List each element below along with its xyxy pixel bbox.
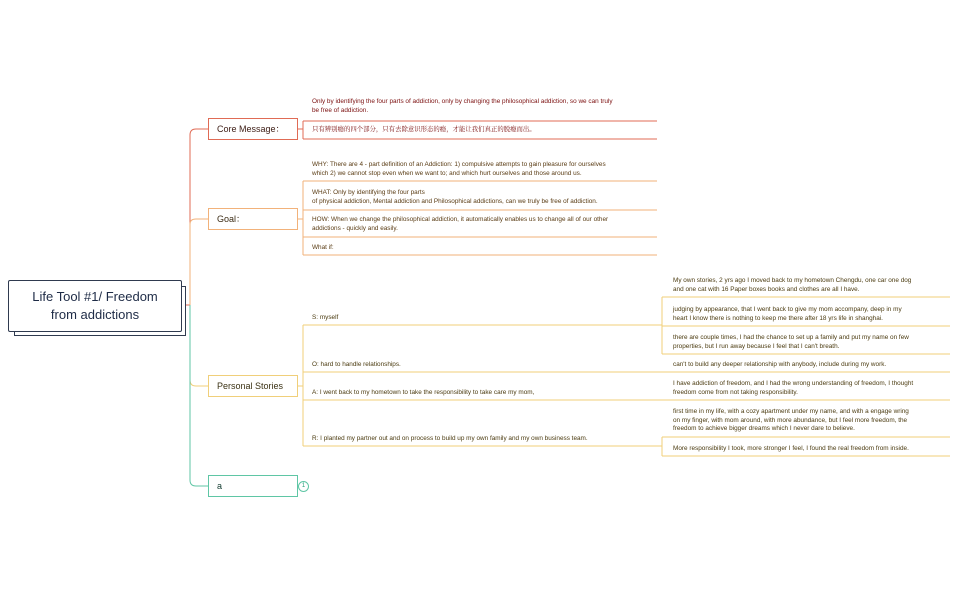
- story-s-node[interactable]: S: myself: [312, 314, 339, 321]
- core-english-node[interactable]: [312, 98, 613, 115]
- story-a-node[interactable]: A: I went back to my hometown to take the responsibility to take care my mom,: [312, 389, 535, 396]
- core-english-line2: be free of addiction.: [312, 106, 369, 114]
- story-r-node[interactable]: R: I planted my partner out and on process to build up my own family and my own business team.: [312, 435, 588, 442]
- story-s-detail-3-line2: properties, but I run away because I feel that I can't breath.: [673, 342, 840, 350]
- root-node[interactable]: [8, 280, 182, 332]
- story-a-detail[interactable]: [673, 380, 913, 397]
- story-a-detail-line1: I have addiction of freedom, and I had the wrong understanding of freedom, I thought: [673, 380, 914, 387]
- goal-how-line2: addictions - quickly and easily.: [312, 224, 398, 232]
- root-title-line1: Life Tool #1/ Freedom: [32, 289, 158, 304]
- core-chinese-node[interactable]: 只有辨别瘾的四个部分，只有去除意识形态的瘾，才能让我们真正的脱瘾而出。: [312, 126, 536, 133]
- story-o-node[interactable]: O: hard to handle relationships.: [312, 361, 401, 368]
- story-s-detail-1[interactable]: [673, 277, 911, 294]
- core-english-line1: Only by identifying the four parts of addiction, only by changing the philosophical addiction, so we can truly: [312, 98, 613, 105]
- story-o-detail[interactable]: can't to build any deeper relationship with anybody, include during my work.: [673, 361, 887, 368]
- goal-how-node[interactable]: [312, 216, 608, 233]
- topic-goal[interactable]: Goal：: [208, 208, 298, 230]
- story-s-detail-3-line1: there are couple times, I had the chance to set up a family and put my name on few: [673, 334, 909, 341]
- story-r-detail-1-line3: freedom to achieve bigger dreams which I never dare to believe.: [673, 425, 855, 432]
- story-a-detail-line2: freedom come from not taking responsibility.: [673, 388, 798, 396]
- goal-why-line1: WHY: There are 4 - part definition of an Addiction: 1) compulsive attempts to gain pleasure for ourselves: [312, 161, 606, 168]
- root-title-line2: from addictions: [50, 307, 140, 322]
- story-s-detail-2-line1: judging by appearance, that I went back to give my mom accompany, deep in my: [673, 306, 902, 313]
- story-r-detail-1[interactable]: [673, 408, 909, 434]
- goal-what-node[interactable]: [312, 189, 598, 206]
- goal-whatif-node[interactable]: What if:: [312, 244, 334, 251]
- goal-why-node[interactable]: [312, 161, 606, 178]
- story-s-detail-2-line2: heart I know there is nothing to keep me there after 18 yrs life in shanghai.: [673, 314, 883, 322]
- goal-what-line2: of physical addiction, Mental addiction and Philosophical addictions, can we truly be free of addiction.: [312, 197, 598, 205]
- story-s-detail-3[interactable]: [673, 334, 909, 351]
- story-r-detail-2[interactable]: More responsibility I took, more stronger I feel, I found the real freedom from inside.: [673, 445, 909, 452]
- story-s-detail-1-line1: My own stories, 2 yrs ago I moved back to my hometown Chengdu, one car one dog: [673, 277, 912, 284]
- story-r-detail-1-line1: first time in my life, with a cozy apartment under my name, and with a engage wring: [673, 408, 909, 415]
- story-s-detail-1-line2: and one cat with 16 Paper boxes books and clothes are all I have.: [673, 285, 860, 293]
- topic-a[interactable]: a: [208, 475, 298, 497]
- goal-why-line2: which 2) we cannot stop even when we want to; and which hurt ourselves and those around us.: [312, 169, 582, 177]
- topic-personal-stories[interactable]: Personal Stories: [208, 375, 298, 397]
- collapsed-count-badge[interactable]: 1: [298, 481, 309, 492]
- story-s-detail-2[interactable]: [673, 306, 902, 323]
- goal-what-line1: WHAT: Only by identifying the four parts: [312, 189, 425, 196]
- topic-core-message[interactable]: Core Message：: [208, 118, 298, 140]
- story-r-detail-1-line2: on my finger, with mom around, with more abundance, but I feel more freedom, the: [673, 416, 908, 424]
- goal-how-line1: HOW: When we change the philosophical addiction, it automatically enables us to change all of our other: [312, 216, 609, 223]
